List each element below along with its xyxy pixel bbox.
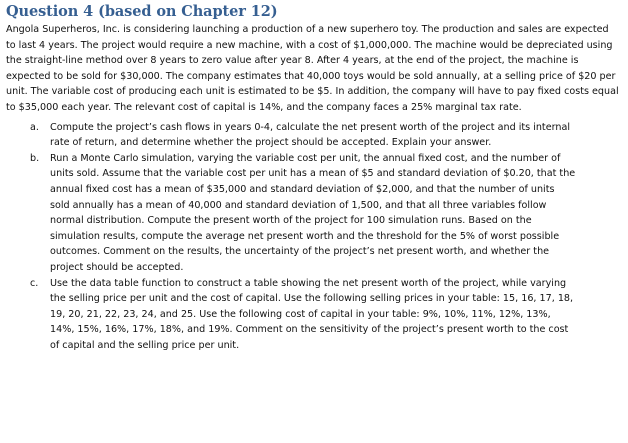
sub-question-text: Run a Monte Carlo simulation, varying the variable cost per unit, the annual fixed cost, and the number of units sold. Assume that the variable cost per unit has a mean of $5 and standard deviation of $0.20, that the annual fixed cost has a mean of $35,000 and standard deviation of $2,000, and that the number of units sold annually has a mean of 40,000 and standard deviation of 1,500, and that all three variables follow normal distribution. Compute the present worth of the project for 100 simulation runs. Based on the simulation results, compute the average net present worth and the threshold for the 5% of worst possible outcomes. Comment on the results, the uncertainty of the project’s net present worth, and whether the project should be accepted. xyxy=(50,152,576,273)
sub-question-a xyxy=(6,120,620,151)
sub-question-c xyxy=(6,276,620,354)
question-title: Question 4 (based on Chapter 12) xyxy=(6,3,278,20)
problem-statement: Angola Superheros, Inc. is considering launching a production of a new superhero toy. The production and sales are expected to last 4 years. The project would require a new machine, with a cost of $1,000,000. The machine would be depreciated using the straight-line method over 8 years to zero value after year 8. After 4 years, at the end of the project, the machine is expected to be sold for $30,000. The company estimates that 40,000 toys would be sold annually, at a selling price of $20 per unit. The variable cost of producing each unit is estimated to be $5. In addition, the company will have to pay fixed costs equal to $35,000 each year. The relevant cost of capital is 14%, and the company faces a 25% marginal tax rate. xyxy=(6,24,619,113)
document-page xyxy=(6,2,620,353)
sub-question-marker: b. xyxy=(30,152,40,164)
sub-question-b xyxy=(6,151,620,276)
sub-question-text: Use the data table function to construct a table showing the net present worth of the project, while varying the selling price per unit and the cost of capital. Use the following selling prices in your table: 15, 16, 17, 18, 19, 20, 21, 22, 23, 24, and 25. Use the following cost of capital in your table: 9%, 10%, 11%, 12%, 13%, 14%, 15%, 16%, 17%, 18%, and 19%. Comment on the sensitivity of the project’s present worth to the cost of capital and the selling price per unit. xyxy=(50,277,574,351)
sub-question-marker: a. xyxy=(30,121,39,133)
sub-question-list xyxy=(6,120,620,354)
sub-question-marker: c. xyxy=(30,277,39,289)
sub-question-text: Compute the project’s cash flows in years 0-4, calculate the net present worth of the project and its internal rate of return, and determine whether the project should be accepted. Explain your answer. xyxy=(50,121,571,149)
